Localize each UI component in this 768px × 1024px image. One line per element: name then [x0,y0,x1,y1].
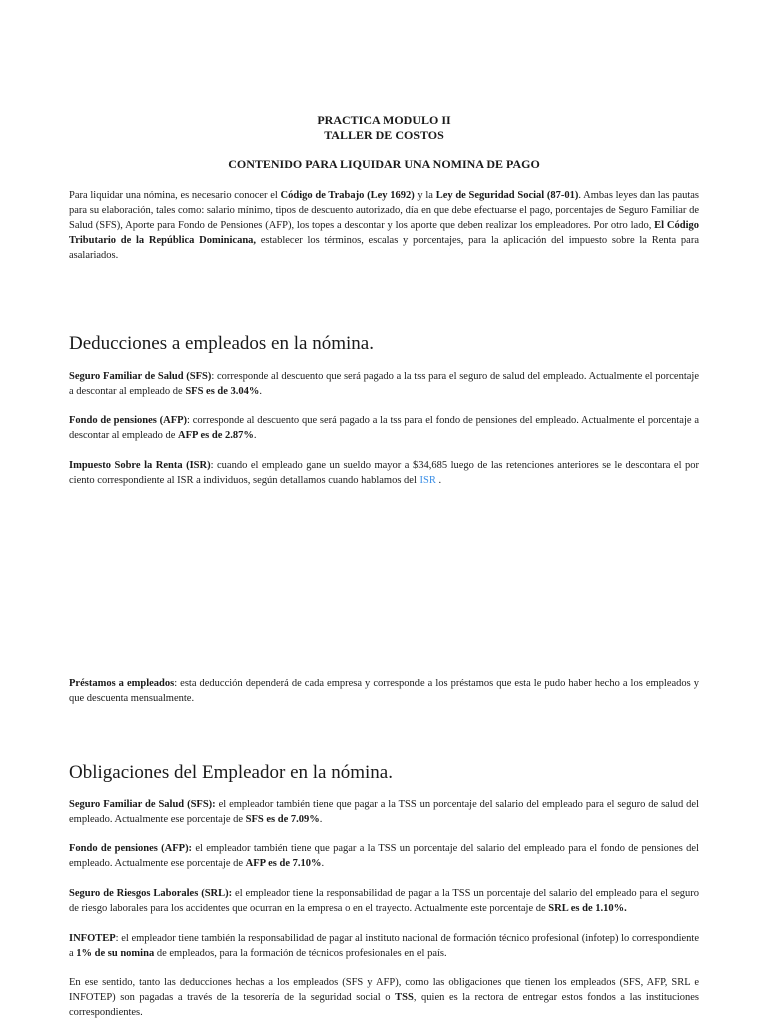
afp-text-end: . [253,430,257,441]
infotep-label: INFOTEP [69,933,116,944]
closing-bold-tss: TSS [395,992,414,1003]
title-line-1: PRACTICA MODULO II [317,113,451,127]
title-line-2: TALLER DE COSTOS [324,128,444,142]
paragraph-infotep [69,931,699,961]
srl-label: Seguro de Riesgos Laborales (SRL): [69,888,233,899]
sfs-text-end: . [259,386,263,397]
employer-afp-label: Fondo de pensiones (AFP): [69,843,193,854]
paragraph-sfs-deduccion [69,369,699,399]
paragraph-prestamos [69,676,699,706]
document-subtitle: CONTENIDO PARA LIQUIDAR UNA NOMINA DE PAGO [228,157,540,171]
employer-sfs-label: Seguro Familiar de Salud (SFS): [69,799,216,810]
isr-text: : cuando el empleado gane un sueldo mayor a $34,685 luego de las retenciones anteriores se le descontara el por ciento correspondiente al ISR a individuos, según detallamos cuando hablamos del [69,460,699,486]
afp-rate: AFP es de 2.87% [178,430,254,441]
paragraph-srl [69,886,699,916]
prestamos-label: Préstamos a empleados [69,678,175,689]
isr-text-end: . [435,475,442,486]
employer-sfs-text-end: . [319,814,323,825]
infotep-text: : el empleador tiene también la responsabilidad de pagar al instituto nacional de formación técnico profesional (infotep) lo correspondiente a [69,933,699,959]
employer-afp-text: el empleador también tiene que pagar a la TSS un porcentaje del salario del empleado para el fondo de pensiones del empleado. Actualmente ese porcentaje de [69,843,699,869]
infotep-text-end: de empleados, para la formación de técnicos profesionales en el país. [154,948,447,959]
section-heading-obligaciones: Obligaciones del Empleador en la nómina. [69,762,393,783]
intro-paragraph [69,188,699,263]
srl-text: el empleador tiene la responsabilidad de pagar a la TSS un porcentaje del salario del empleado para el seguro de riesgo laborales para los accidentes que ocurran en la empresa o en el trayecto. Actualmente este porcentaje de [69,888,699,914]
afp-label: Fondo de pensiones (AFP) [69,415,188,426]
isr-link[interactable]: ISR [419,475,436,486]
isr-label: Impuesto Sobre la Renta (ISR) [69,460,211,471]
srl-rate: SRL es de 1.10%. [548,903,627,914]
afp-text: : corresponde al descuento que será pagado a la tss para el fondo de pensiones del empleado. Actualmente el porcentaje a descontar al empleado de [69,415,699,441]
closing-text-2: , quien es la rectora de entregar estos fondos a las instituciones correspondientes. [69,992,700,1018]
intro-bold-codigo-trabajo: Código de Trabajo (Ley 1692) [280,190,415,201]
closing-text-1: En ese sentido, tanto las deducciones hechas a los empleados (SFS y AFP), como las obligaciones que tienen los empleados (SFS, AFP, SRL e INFOTEP) son pagadas a través de la tesorería de la seguridad social o [69,977,699,1003]
employer-afp-rate: AFP es de 7.10% [245,858,322,869]
paragraph-isr [69,458,699,488]
sfs-label: Seguro Familiar de Salud (SFS) [69,371,212,382]
section-heading-deducciones: Deducciones a empleados en la nómina. [69,333,374,354]
intro-text-3: . Ambas leyes dan las pautas para su elaboración, tales como: salario mínimo, tipos de descuento autorizado, día en que debe efectuarse el pago, porcentajes de Seguro Familiar de Salud (SFS), Aporte para Fondo de Pensiones (AFP), los topes a descontar y los aporte que deben realizar los empleadores. Por otro lado, [69,190,700,231]
intro-bold-codigo-tributario: El Código Tributario de la República Dominicana, [69,220,700,246]
paragraph-afp-deduccion [69,413,699,443]
prestamos-text: : esta deducción dependerá de cada empresa y corresponde a los préstamos que esta le pudo haber hecho a los empleados y que descuenta mensualmente. [69,678,700,704]
intro-text-2: y la [414,190,436,201]
employer-sfs-text: el empleador también tiene que pagar a la TSS un porcentaje del salario del empleado para el seguro de salud del empleado. Actualmente ese porcentaje de [69,799,699,825]
employer-afp-text-end: . [321,858,325,869]
header-block [0,113,768,143]
intro-bold-ley-seguridad: Ley de Seguridad Social (87-01) [435,190,579,201]
intro-text-4: establecer los términos, escalas y porcentajes, para la aplicación del impuesto sobre la Renta para asalariados. [69,235,699,261]
employer-sfs-rate: SFS es de 7.09% [245,814,320,825]
paragraph-afp-empleador [69,841,699,871]
intro-text-1: Para liquidar una nómina, es necesario conocer el [69,190,281,201]
paragraph-closing [69,975,699,1020]
infotep-rate: 1% de su nomina [76,948,155,959]
sfs-text: : corresponde al descuento que será pagado a la tss para el seguro de salud del empleado. Actualmente el porcentaje a descontar al empleado de [69,371,699,397]
paragraph-sfs-empleador [69,797,699,827]
sfs-rate: SFS es de 3.04% [185,386,260,397]
